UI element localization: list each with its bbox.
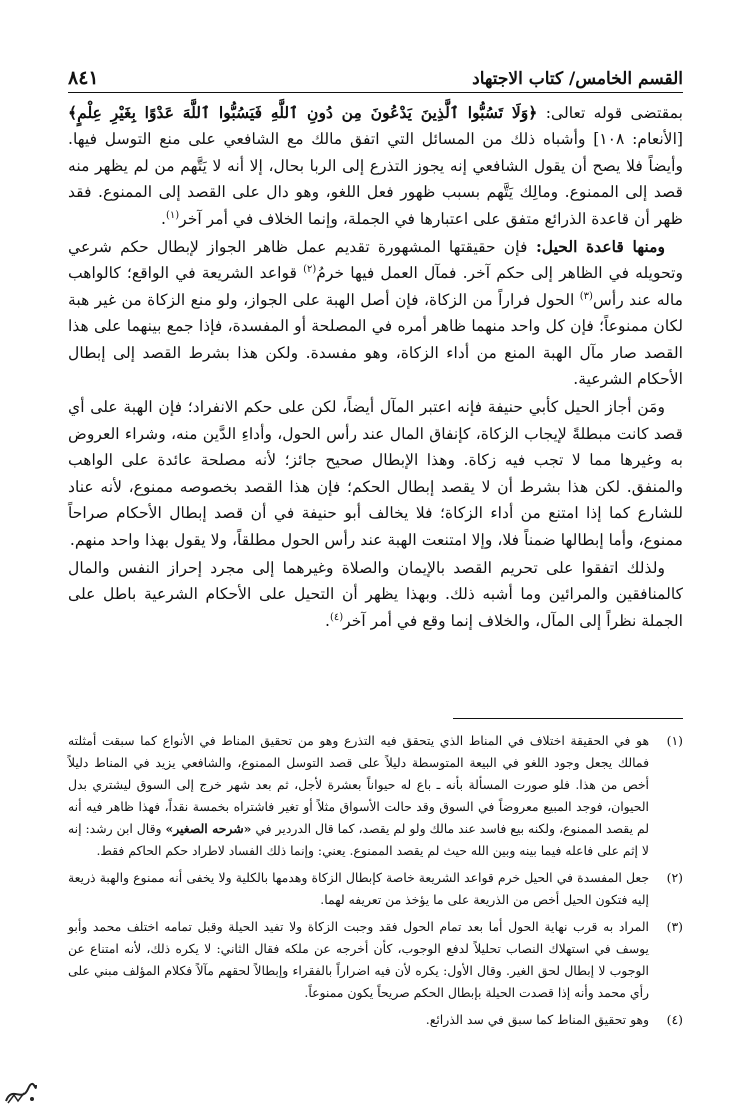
paragraph-4-end: . xyxy=(324,611,330,630)
paragraph-1-intro: بمقتضى قوله تعالى: xyxy=(537,104,684,122)
footnote-text: جعل المفسدة في الحيل خرم قواعد الشريعة خاصة كإبطال الزكاة وهدمها بالكلية ولا يخفى أنه ممنوع والهبة ذريعة إليه فتكون الحيل أخص من الذريعة على ما يؤخذ من تعريفه لهما. xyxy=(68,870,649,907)
footnote-ref-1[interactable]: (١) xyxy=(165,209,180,221)
footnote-number: (٣) xyxy=(666,919,683,934)
footnote-text: المراد به قرب نهاية الحول أما بعد تمام الحول فقد وجبت الزكاة ولا تفيد الحيلة وقبل تمامه اختلف محمد وأبو يوسف في استهلاك النصاب تحليلاً لدفع الوجوب، كأن أخرجه عن ملكه فقال الثاني: لا يكره ذلك، لأنه امتناع عن الوجوب لا إبطال لحق الغير. وقال الأول: يكره لأن فيه اضراراً بالفقراء وإبطالاً لحقهم مآلاً فكلام المؤلف مبني على رأي محمد وأنه إذا قصدت الحيلة بإبطال الحكم صريحاً يكون ممنوعاً. xyxy=(68,919,649,1000)
footnote-ref-3[interactable]: (٣) xyxy=(579,290,593,302)
running-title: القسم الخامس/ كتاب الاجتهاد xyxy=(472,69,683,89)
cited-book-title: «شرحه الصغير» xyxy=(165,821,252,836)
paragraph-1 xyxy=(68,100,683,232)
paragraph-4 xyxy=(68,555,683,634)
footnote-text xyxy=(68,730,649,862)
footnote-ref-4[interactable]: (٤) xyxy=(329,611,344,623)
footnote-number: (٢) xyxy=(666,870,683,885)
paragraph-1-end: . xyxy=(160,209,166,228)
footnote-text-part: هو في الحقيقة اختلاف في المناط الذي يتحقق فيه التذرع وهو من تحقيق المناط في الأنواع كما سبقت أمثلته فمالك يجعل وجود اللغو في البيعة المتوسطة دليلاً على قصد التوسل الممنوع، والشافعي يزيد في المناط دليلاً أخص من هذا. فلو صورت المسألة بأنه ـ باع له حيواناً بعشرة لأجل، ثم بعد شهر خرج إلى السوق ليشتري بدل الحيوان، فوجد المبيع معروضاً في السوق وقد حالت الأسواق مثلاً أو تغير فاشتراه بخمسة نقداً، فهذا ظاهر فيه أنه لم يقصد الممنوع، ولكنه بيع فاسد عند مالك ولو لم يقصد، كما قال الدردير في xyxy=(68,733,650,836)
paragraph-3: ومَن أجاز الحيل كأبي حنيفة فإنه اعتبر المآل أيضاً، لكن على حكم الانفراد؛ فإن الهبة على أي قصد كانت مبطلةً لإيجاب الزكاة، كإنفاق المال عند رأس الحول، وأداءِ الدَّين منه، وشراء العروض به وغيرها مما لا تجب فيه زكاة. وهذا الإبطال صحيح جائز؛ لأنه مصلحة عائدة على الواهب والمنفق. لكن هذا بشرط أن لا يقصد إبطال الحكم؛ فإن هذا القصد بخصوصه ممنوع، لأنه عناد للشارع كما إذا امتنع من أداء الزكاة؛ فلا يخالف أبو حنيفة في أن قصد إبطال الأحكام صراحاً ممنوع، وأما إبطالها ضمناً فلا، وإلا امتنعت الهبة عند رأس الحول مطلقاً، ولا يقول بهذا واحد منهم. xyxy=(68,398,683,549)
paragraph-2 xyxy=(68,234,683,392)
page-header xyxy=(68,62,683,93)
paragraph-2-text-c: الحول فراراً من الزكاة، فإن أصل الهبة على الجواز، ولو منع الزكاة من غير هبة لكان ممنوعاً؛ فإن كل واحد منهما ظاهر أمره في المصلحة أو المفسدة، فإذا جمع بينهما على هذا القصد صار مآل الهبة المنع من أداء الزكاة، وهو مفسدة. ولكن هذا بشرط القصد إلى إبطال الأحكام الشرعية. xyxy=(68,290,683,389)
footnotes xyxy=(68,730,683,1036)
footnote xyxy=(68,867,683,911)
footnote-text: وهو تحقيق المناط كما سبق في سد الذرائع. xyxy=(425,1012,649,1027)
section-heading-hiyal: ومنها قاعدة الحيل: xyxy=(527,237,665,257)
footnote xyxy=(68,1009,683,1031)
paragraph-4-text: ولذلك اتفقوا على تحريم القصد بالإيمان والصلاة وغيرهما إلى مجرد إحراز النفس والمال كالمنافقين والمرائين وما أشبه ذلك. وبهذا يظهر أن التحيل على الأحكام الشرعية باطل على الجملة نظراً إلى المآل، والخلاف إنما وقع في أمر آخر xyxy=(68,558,683,630)
footnote-text-part: وقال ابن رشد: إنه لا إثم على فاعله فيما بينه وبين الله حيث لم يقصد الممنوع. يعني: وإنما ذلك الفساد لاطراد حكم الحاكم فقط. xyxy=(68,821,649,858)
paragraph-2-text-a: فإن حقيقتها المشهورة تقديم عمل ظاهر الجواز لإبطال حكم شرعي وتحويله في الظاهر إلى حكم آخر. فمآل العمل فيها خرمُ xyxy=(68,238,684,283)
quran-verse: ﴿وَلَا تَسُبُّوا ٱلَّذِينَ يَدْعُونَ مِن دُونِ ٱللَّهِ فَيَسُبُّوا ٱللَّهَ عَدْوًا بِغَيْرِ عِلْمٍ﴾ xyxy=(68,103,538,122)
paragraph-2-text-b: قواعد الشريعة في الواقع؛ كالواهب ماله عند رأس xyxy=(68,264,683,309)
page-number: ٨٤١ xyxy=(68,67,99,89)
footnote-number: (١) xyxy=(666,733,683,748)
footnote-divider xyxy=(453,718,683,719)
footnote xyxy=(68,916,683,1004)
paragraph-1-text: [الأنعام: ١٠٨] وأشباه ذلك من المسائل التي اتفق مالك مع الشافعي على منع التوسل فيها. وأيضاً فلا يصح أن يقول الشافعي إنه يجوز التذرع إلى الربا بحال، إلا أنه لا يَتَّهم من لم يظهر منه قصد إلى الممنوع. ومالِك يَتَّهم بسبب ظهور فعل اللغو، وهو دال على القصد إلى الممنوع. فقد ظهر أن قاعدة الذرائع متفق على اعتبارها في الجملة، وإنما الخلاف في أمر آخر xyxy=(68,130,683,228)
footnote xyxy=(68,730,683,862)
corner-ornament-icon xyxy=(4,1081,38,1105)
main-text xyxy=(68,100,683,634)
footnote-ref-2[interactable]: (٢) xyxy=(303,264,317,276)
footnote-number: (٤) xyxy=(666,1012,683,1027)
